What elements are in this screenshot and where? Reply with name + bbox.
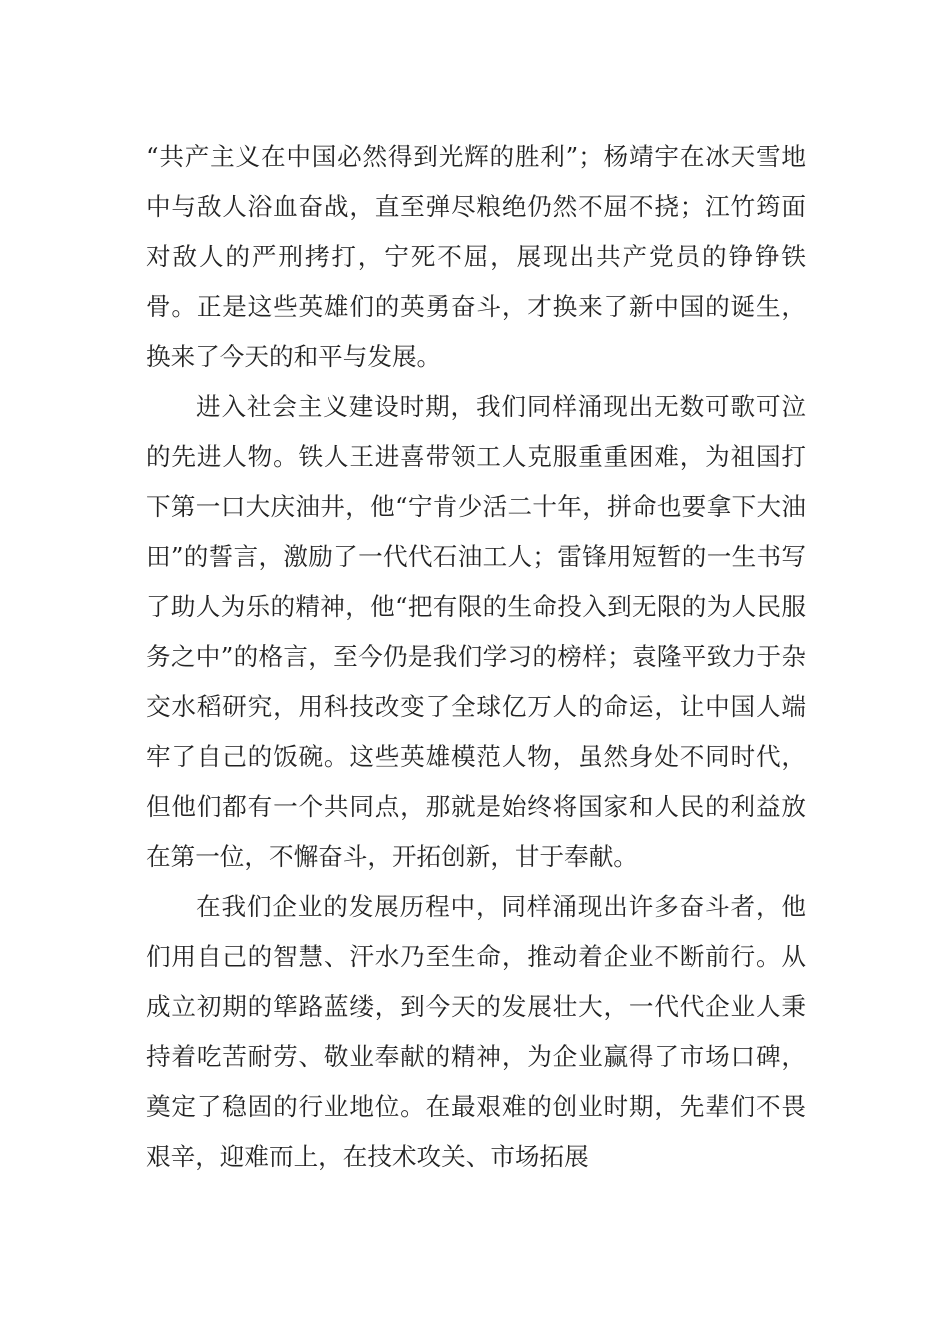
document-body bbox=[146, 132, 806, 1182]
paragraph-1: “共产主义在中国必然得到光辉的胜利”；杨靖宇在冰天雪地中与敌人浴血奋战，直至弹尽粮绝仍然不屈不挠；江竹筠面对敌人的严刑拷打，宁死不屈，展现出共产党员的铮铮铁骨。正是这些英雄们的英勇奋斗，才换来了新中国的诞生，换来了今天的和平与发展。 bbox=[146, 142, 806, 371]
paragraph-2: 进入社会主义建设时期，我们同样涌现出无数可歌可泣的先进人物。铁人王进喜带领工人克服重重困难，为祖国打下第一口大庆油井，他“宁肯少活二十年，拼命也要拿下大油田”的誓言，激励了一代代石油工人；雷锋用短暂的一生书写了助人为乐的精神，他“把有限的生命投入到无限的为人民服务之中”的格言，至今仍是我们学习的榜样；袁隆平致力于杂交水稻研究，用科技改变了全球亿万人的命运，让中国人端牢了自己的饭碗。这些英雄模范人物，虽然身处不同时代，但他们都有一个共同点，那就是始终将国家和人民的利益放在第一位，不懈奋斗，开拓创新，甘于奉献。 bbox=[146, 392, 806, 871]
paragraph-3: 在我们企业的发展历程中，同样涌现出许多奋斗者，他们用自己的智慧、汗水乃至生命，推动着企业不断前行。从成立初期的筚路蓝缕，到今天的发展壮大，一代代企业人秉持着吃苦耐劳、敬业奉献的精神，为企业赢得了市场口碑，奠定了稳固的行业地位。在最艰难的创业时期，先辈们不畏艰辛，迎难而上，在技术攻关、市场拓展 bbox=[146, 892, 806, 1171]
